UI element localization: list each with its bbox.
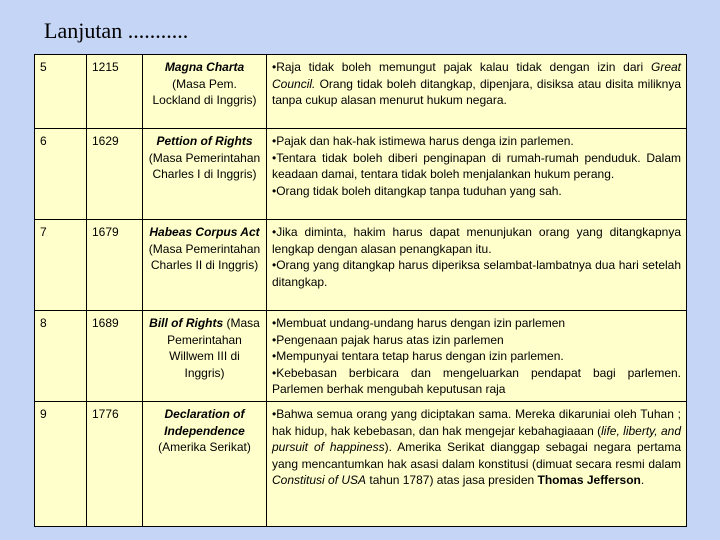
description-text: •Pajak dan hak-hak istimewa harus denga izin parlemen.: [272, 134, 574, 148]
description-text: life, liberty, and pursuit of happiness: [272, 423, 681, 454]
description-cell: [267, 129, 687, 220]
row-number: 7: [35, 220, 87, 311]
event-name: Habeas Corpus Act: [149, 225, 260, 239]
row-number: 5: [35, 55, 87, 129]
description-cell: [267, 402, 687, 527]
description-cell: [267, 55, 687, 129]
event-name: Declaration of Independence: [164, 407, 245, 438]
description-text: Great Council.: [272, 60, 681, 91]
table-row: [35, 129, 687, 220]
event-period: (Amerika Serikat): [158, 440, 251, 454]
event-period: (Masa Pemerintahan Charles I di Inggris): [148, 150, 261, 181]
description-text: tahun 1787) atas jasa presiden: [366, 473, 538, 487]
table-row: [35, 311, 687, 402]
event-cell: [143, 55, 267, 129]
description-text: ). Amerika Serikat dianggap sebagai negara pertama yang mencantumkan hak asasi dalam konstitusi (dimuat secara resmi dalam: [272, 440, 681, 471]
description-text: •Kebebasan berbicara dan mengeluarkan pendapat bagi parlemen. Parlemen berhak mengubah keputusan raja: [272, 365, 681, 396]
description-paragraph: [272, 332, 681, 349]
event-cell: [143, 129, 267, 220]
table-row: [35, 55, 687, 129]
row-year: 1215: [87, 55, 143, 129]
description-text: •Jika diminta, hakim harus dapat menunjukan orang yang ditangkapnya lengkap dengan alasan penangkapan itu.: [272, 225, 681, 256]
description-text: •Orang yang ditangkap harus diperiksa selambat-lambatnya dua hari setelah ditangkap.: [272, 258, 681, 289]
description-text: •Raja tidak boleh memungut pajak kalau tidak dengan izin dari: [272, 60, 651, 74]
event-name: Magna Charta: [164, 60, 245, 74]
event-period: (Masa Pemerintahan Charles II di Inggris): [148, 241, 261, 272]
description-paragraph: [272, 59, 681, 109]
description-paragraph: [272, 406, 681, 489]
rights-history-table: [34, 54, 687, 527]
row-year: 1689: [87, 311, 143, 402]
event-cell: [143, 220, 267, 311]
description-text: .: [640, 473, 645, 487]
row-number: 6: [35, 129, 87, 220]
description-cell: [267, 311, 687, 402]
event-cell: [143, 402, 267, 527]
description-text: Thomas Jefferson: [537, 473, 641, 487]
description-text: •Pengenaan pajak harus atas izin parlemen: [272, 332, 504, 347]
description-paragraph: [272, 224, 681, 257]
description-text: Constitusi of USA: [272, 473, 367, 487]
page-title: Lanjutan ...........: [44, 18, 189, 43]
event-cell: [143, 311, 267, 402]
description-paragraph: [272, 348, 681, 365]
description-text: •Membuat undang-undang harus dengan izin parlemen: [272, 316, 566, 330]
description-text: •Mempunyai tentara tetap harus dengan izin parlemen.: [272, 349, 564, 363]
table-row: [35, 220, 687, 311]
event-period: (Masa Pem. Lockland di Inggris): [152, 76, 257, 107]
row-year: 1629: [87, 129, 143, 220]
event-name: Pettion of Rights: [156, 134, 253, 148]
row-year: 1776: [87, 402, 143, 527]
description-paragraph: [272, 315, 681, 332]
description-cell: [267, 220, 687, 311]
description-paragraph: [272, 257, 681, 290]
description-paragraph: [272, 365, 681, 398]
row-number: 9: [35, 402, 87, 527]
event-name: Bill of Rights: [149, 316, 224, 330]
table-body: [35, 55, 687, 527]
event-period: (Masa Pemerintahan Willwem III di Inggris): [167, 316, 260, 380]
description-paragraph: [272, 183, 681, 200]
description-text: •Orang tidak boleh ditangkap tanpa tuduhan yang sah.: [272, 183, 562, 198]
row-number: 8: [35, 311, 87, 402]
description-text: •Tentara tidak boleh diberi penginapan di rumah-rumah penduduk. Dalam keadaan damai, tentara tidak boleh menjalankan hukum perang.: [272, 150, 681, 181]
row-year: 1679: [87, 220, 143, 311]
table-row: [35, 402, 687, 527]
description-text: Orang tidak boleh ditangkap, dipenjara, disiksa atau disita miliknya tanpa cukup alasan menurut hukum negara.: [272, 76, 681, 107]
description-text: •Bahwa semua orang yang diciptakan sama. Mereka dikaruniai oleh Tuhan ; hak hidup, hak kebebasan, dan hak mengejar kebahagiaaan (: [272, 407, 681, 438]
description-paragraph: [272, 133, 681, 150]
description-paragraph: [272, 150, 681, 183]
